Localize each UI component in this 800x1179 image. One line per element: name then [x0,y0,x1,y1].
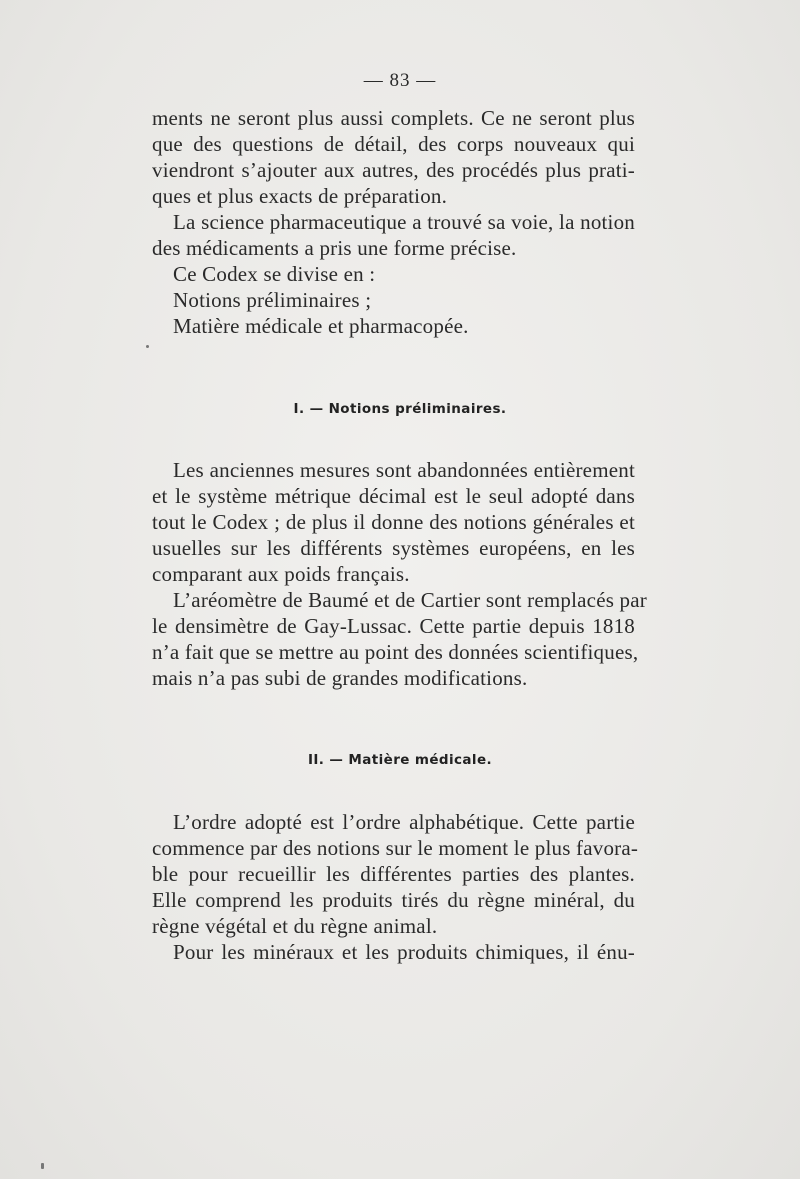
section-heading: I. — Notions préliminaires. [293,401,507,417]
text-line: L’aréomètre de Baumé et de Cartier sont remplacés par [173,588,647,612]
scan-speck [146,345,149,348]
text-line: mais n’a pas subi de grandes modifications. [152,666,528,690]
text-line: le densimètre de Gay-Lussac. Cette partie depuis 1818 [152,614,635,638]
text-line: comparant aux poids français. [152,562,410,586]
text-line: ble pour recueillir les différentes parties des plantes. [152,862,635,886]
text-line: ments ne seront plus aussi complets. Ce ne seront plus [152,106,635,130]
text-line: L’ordre adopté est l’ordre alphabétique. Cette partie [173,810,635,834]
text-line: Les anciennes mesures sont abandonnées entièrement [173,458,635,482]
text-line: ques et plus exacts de préparation. [152,184,448,208]
scan-speck [41,1163,44,1169]
section-heading: II. — Matière médicale. [307,752,493,768]
text-line: commence par des notions sur le moment le plus favora- [152,836,639,860]
list-item: Notions préliminaires ; [173,288,372,312]
text-line: Pour les minéraux et les produits chimiques, il énu- [173,940,635,964]
text-line: des médicaments a pris une forme précise. [152,236,517,260]
text-line: et le système métrique décimal est le seul adopté dans [152,484,635,508]
list-item: Matière médicale et pharmacopée. [173,314,469,338]
text-line: que des questions de détail, des corps nouveaux qui [152,132,635,156]
page-number: — 83 — [363,70,437,91]
text-line: n’a fait que se mettre au point des données scientifiques, [152,640,639,664]
text-line: viendront s’ajouter aux autres, des procédés plus prati- [152,158,635,182]
text-line: Elle comprend les produits tirés du règne minéral, du [152,888,635,912]
text-line: tout le Codex ; de plus il donne des notions générales et [152,510,635,534]
text-line: règne végétal et du règne animal. [152,914,438,938]
text-line: usuelles sur les différents systèmes européens, en les [152,536,635,560]
text-line: La science pharmaceutique a trouvé sa voie, la notion [173,210,635,234]
list-intro: Ce Codex se divise en : [173,262,376,286]
